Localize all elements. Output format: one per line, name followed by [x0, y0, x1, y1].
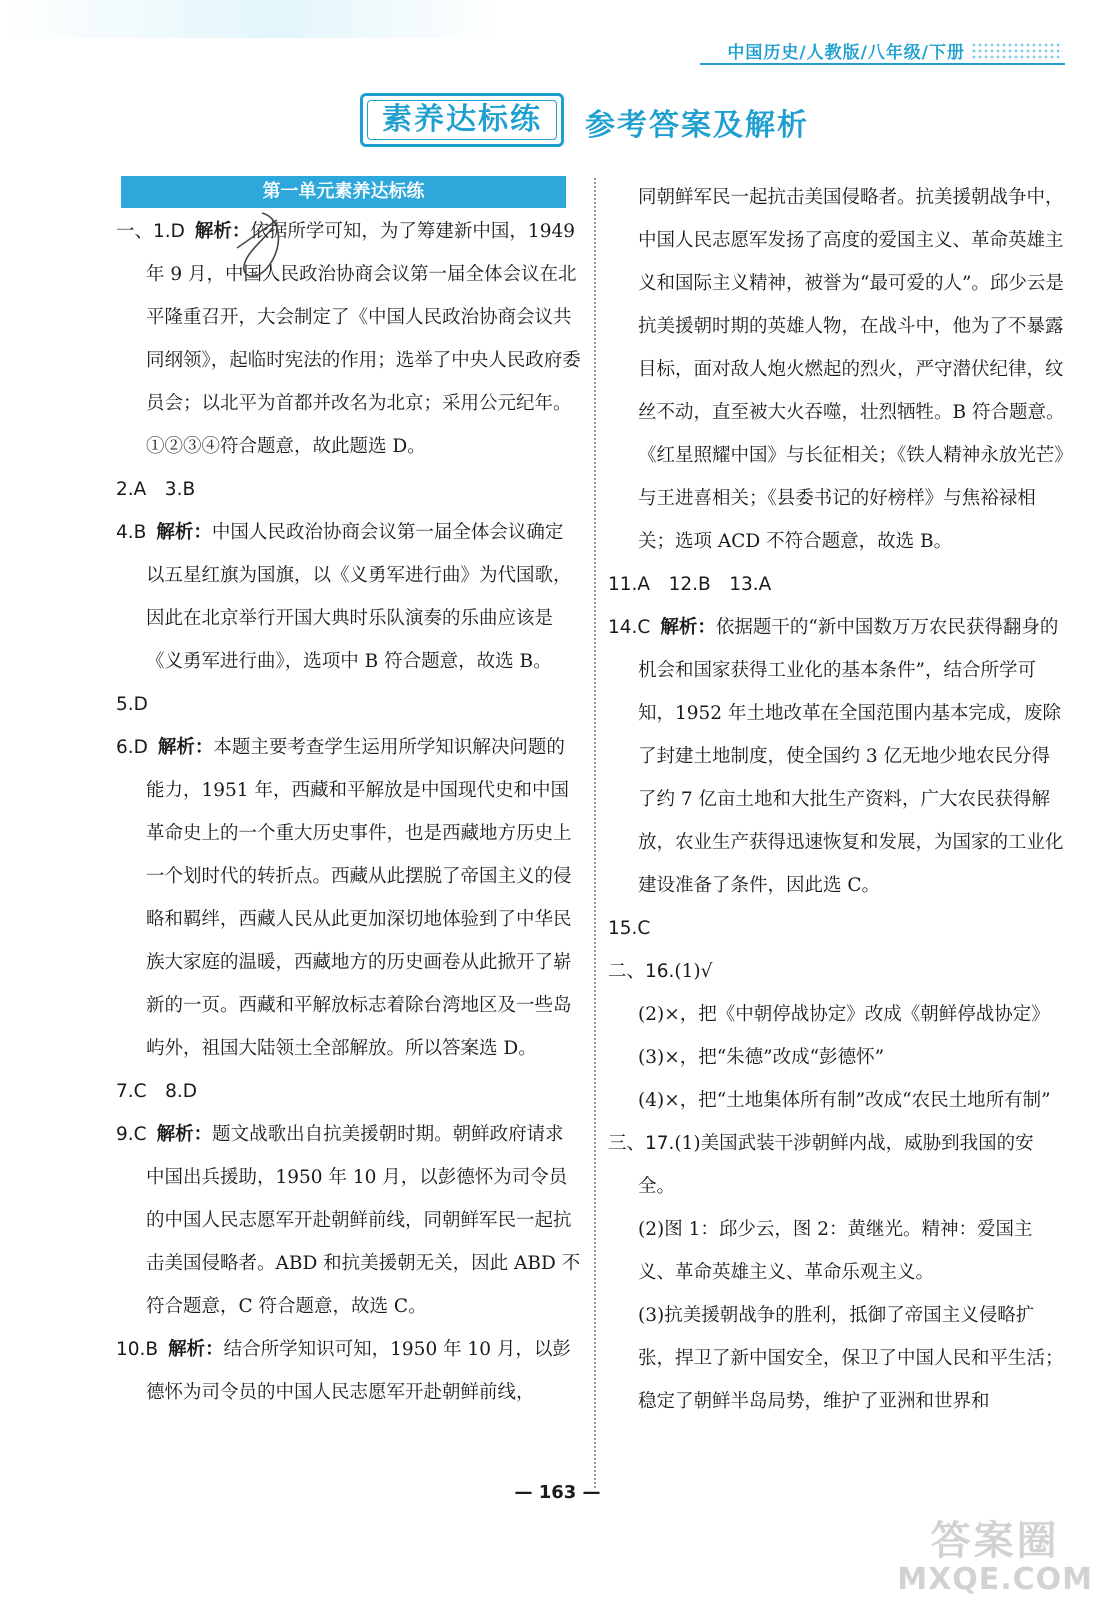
answer-number: 7.C 8.D — [116, 1081, 197, 1102]
answer-number: 二、16. — [608, 961, 675, 982]
answer-number: 11.A 12.B 13.A — [608, 574, 772, 595]
analysis-text: 结合所学知识可知，1950 年 10 月，以彭德怀为司令员的中国人民志愿军开赴朝鲜前线， — [146, 1339, 571, 1403]
answer-number: 4.B — [116, 522, 147, 543]
answer-item-q11 — [608, 563, 1066, 606]
answer-number: 2.A 3.B — [116, 479, 196, 500]
left-column — [116, 176, 581, 1414]
title-box: 素养达标练 — [360, 93, 564, 147]
header-decoration-band — [0, 0, 1115, 38]
analysis-text: 中国人民政治协商会议第一届全体会议确定以五星红旗为国旗，以《义勇军进行曲》为代国歌，因此在北京举行开国大典时乐队演奏的乐曲应该是《义勇军进行曲》，选项中 B 符合题意，故选 B。 — [146, 522, 572, 672]
column-divider — [594, 178, 596, 1488]
answer-item-q10 — [116, 1328, 581, 1414]
answer-number: 6.D — [116, 737, 148, 758]
answer-item-q9 — [116, 1113, 581, 1328]
answer-item-q15 — [608, 907, 1066, 950]
answer-line: (1)美国武装干涉朝鲜内战，威胁到我国的安全。 — [638, 1133, 1034, 1197]
analysis-text: 题文战歌出自抗美援朝时期。朝鲜政府请求中国出兵援助，1950 年 10 月，以彭德怀为司令员的中国人民志愿军开赴朝鲜前线，同朝鲜军民一起抗击美国侵略者。ABD 和抗美援朝无关，因此 ABD 不符合题意，C 符合题意，故选 C。 — [146, 1124, 581, 1317]
answer-item-q4 — [116, 511, 581, 683]
page-title: 参考答案及解析 — [585, 108, 809, 143]
watermark-text: 答案圈 — [930, 1518, 1060, 1564]
answer-number: 15.C — [608, 918, 651, 939]
answer-item-q1 — [116, 210, 581, 468]
answer-item-q6 — [116, 726, 581, 1070]
analysis-tag: 解析： — [168, 1339, 224, 1360]
answer-line: (3)抗美援朝战争的胜利，抵御了帝国主义侵略扩张，捍卫了新中国安全，保卫了中国人民和平生活；稳定了朝鲜半岛局势，维护了亚洲和世界和 — [638, 1305, 1064, 1412]
analysis-text: 本题主要考查学生运用所学知识解决问题的能力，1951 年，西藏和平解放是中国现代史和中国革命史上的一个重大历史事件，也是西藏地方历史上一个划时代的转折点。西藏从此摆脱了帝国主义的侵略和羁绊，西藏人民从此更加深切地体验到了中华民族大家庭的温暖，西藏地方的历史画卷从此掀开了崭新的一页。西藏和平解放标志着除台湾地区及一些岛屿外，祖国大陆领土全部解放。所以答案选 D。 — [146, 737, 572, 1059]
answer-line: (3)×，把“朱德”改成“彭德怀” — [638, 1047, 885, 1068]
answer-item-q5 — [116, 683, 581, 726]
doodle-stroke — [237, 220, 277, 248]
header-rule — [700, 63, 1065, 65]
page-number: — 163 — — [514, 1482, 601, 1503]
header-dot-pattern — [971, 42, 1063, 60]
answer-line: (1)√ — [674, 961, 713, 982]
answer-item-q17 — [608, 1122, 1066, 1208]
analysis-tag: 解析： — [156, 522, 212, 543]
running-header: 中国历史/人教版/八年级/下册 — [727, 43, 965, 63]
answer-number: 9.C — [116, 1124, 147, 1145]
answer-q10-continued: 同朝鲜军民一起抗击美国侵略者。抗美援朝战争中，中国人民志愿军发扬了高度的爱国主义、革命英雄主义和国际主义精神，被誉为“最可爱的人”。邱少云是抗美援朝时期的英雄人物，在战斗中，他为了不暴露目标，面对敌人炮火燃起的烈火，严守潜伏纪律，纹丝不动，直至被大火吞噬，壮烈牺牲。B 符合题意。《红星照耀中国》与长征相关；《铁人精神永放光芒》与王进喜相关；《县委书记的好榜样》与焦裕禄相关；选项 ACD 不符合题意，故选 B。 — [638, 187, 1065, 552]
analysis-tag: 解析： — [194, 221, 251, 242]
answer-number: 一、1.D — [116, 221, 185, 242]
analysis-text: 依据所学可知，为了筹建新中国，1949 年 9 月，中国人民政治协商会议第一届全体会议在北平隆重召开，大会制定了《中国人民政治协商会议共同纲领》，起临时宪法的作用；选举了中央人民政府委员会；以北平为首都并改名为北京；采用公元纪年。①②③④符合题意，故此题选 D。 — [146, 221, 581, 457]
analysis-tag: 解析： — [660, 617, 716, 638]
answer-item-q14 — [608, 606, 1066, 907]
answer-item-q16 — [608, 950, 1066, 993]
watermark-url: MXQE.COM — [897, 1562, 1093, 1597]
answer-number: 三、17. — [608, 1133, 675, 1154]
answer-item-q7 — [116, 1070, 581, 1113]
answer-line: (2)图 1：邱少云，图 2：黄继光。精神：爱国主义、革命英雄主义、革命乐观主义。 — [638, 1219, 1033, 1283]
answer-number: 5.D — [116, 694, 148, 715]
answer-item-q2 — [116, 468, 581, 511]
analysis-text: 依据题干的“新中国数万万农民获得翻身的机会和国家获得工业化的基本条件”，结合所学可知，1952 年土地改革在全国范围内基本完成，废除了封建土地制度，使全国约 3 亿无地少地农民分得了约 7 亿亩土地和大批生产资料，广大农民获得解放，农业生产获得迅速恢复和发展，为国家的工业化建设准备了条件，因此选 C。 — [638, 617, 1064, 896]
analysis-tag: 解析： — [157, 737, 214, 758]
pencil-doodle — [222, 208, 292, 298]
answer-number: 10.B — [116, 1339, 159, 1360]
answer-number: 14.C — [608, 617, 651, 638]
answer-line: (4)×，把“土地集体所有制”改成“农民土地所有制” — [638, 1090, 1051, 1111]
analysis-tag: 解析： — [156, 1124, 213, 1145]
section-banner: 第一单元素养达标练 — [121, 176, 566, 208]
answer-line: (2)×，把《中朝停战协定》改成《朝鲜停战协定》 — [638, 1004, 1050, 1025]
watermark-logo — [897, 1518, 1093, 1596]
right-column — [608, 176, 1066, 1423]
